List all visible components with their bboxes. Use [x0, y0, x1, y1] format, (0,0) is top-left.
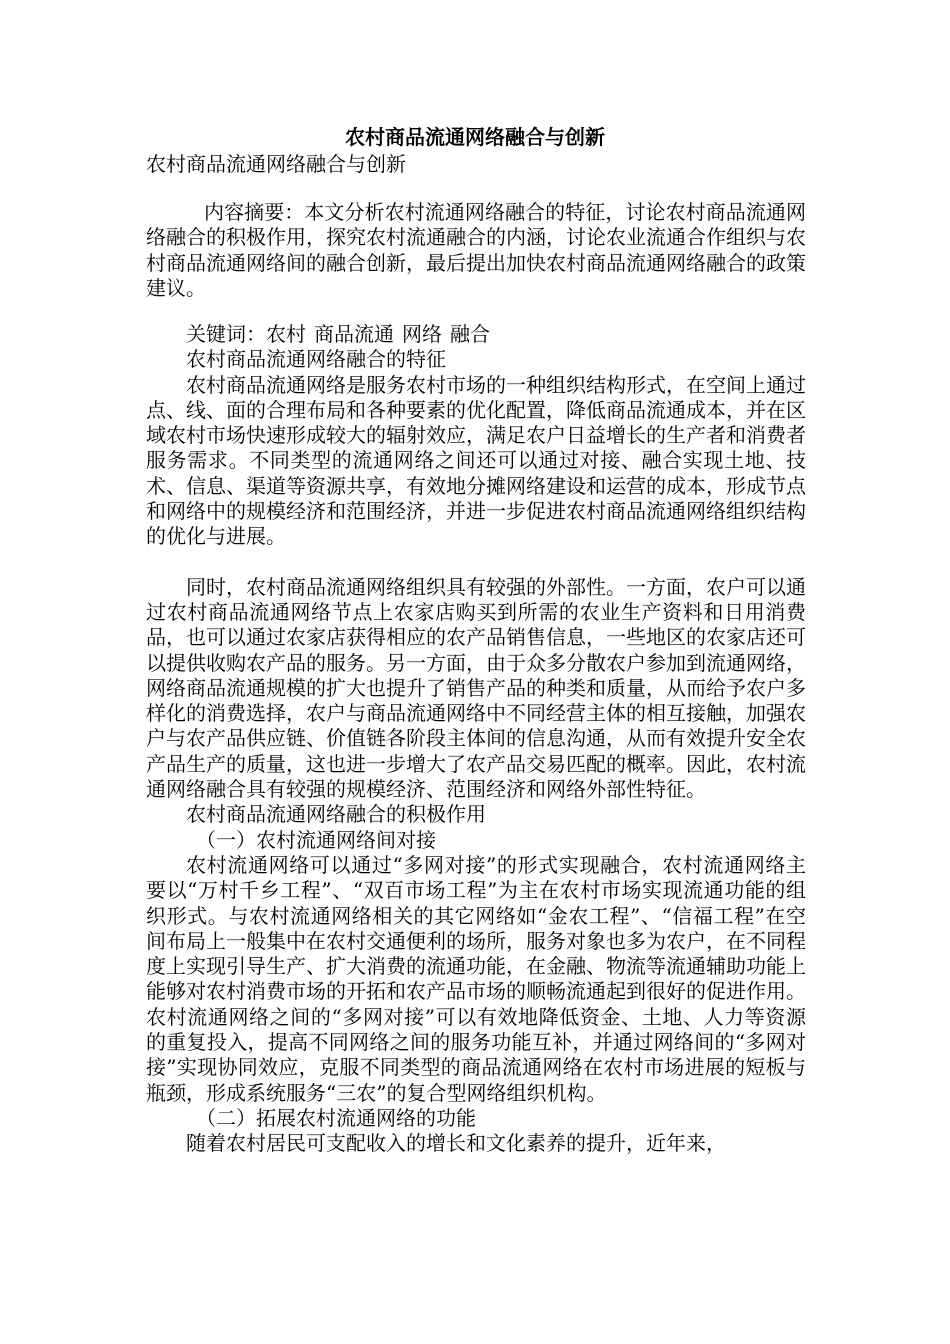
subsection-heading: （一）农村流通网络间对接 [196, 827, 436, 852]
body-block [146, 322, 806, 1157]
subsection-heading: （二）拓展农村流通网络的功能 [196, 1105, 476, 1130]
keyword: 农村 [266, 322, 306, 346]
keyword: 商品流通 [314, 322, 394, 346]
abstract-block [146, 200, 806, 301]
body-paragraph: 农村商品流通网络是服务农村市场的一种组织结构形式，在空间上通过点、线、面的合理布局和各种要素的优化配置，降低商品流通成本，并在区域农村市场快速形成较大的辐射效应，满足农户日益增长的生产者和消费者服务需求。不同类型的流通网络之间还可以通过对接、融合实现土地、技术、信息、渠道等资源共享，有效地分摊网络建设和运营的成本，形成节点和网络中的规模经济和范围经济，并进一步促进农村商品流通网络组织结构的优化与进展。 [146, 372, 806, 549]
document-title: 农村商品流通网络融合与创新 [345, 125, 605, 149]
document-subtitle: 农村商品流通网络融合与创新 [146, 152, 406, 176]
body-paragraph: 同时，农村商品流通网络组织具有较强的外部性。一方面，农户可以通过农村商品流通网络节点上农家店购买到所需的农业生产资料和日用消费品，也可以通过农家店获得相应的农产品销售信息，一些地区的农家店还可以提供收购农产品的服务。另一方面，由于众多分散农户参加到流通网络，网络商品流通规模的扩大也提升了销售产品的种类和质量，从而给予农户多样化的消费选择，农户与商品流通网络中不同经营主体的相互接触，加强农户与农产品供应链、价值链各阶段主体间的信息沟通，从而有效提升安全农产品生产的质量，这也进一步增大了农产品交易匹配的概率。因此，农村流通网络融合具有较强的规模经济、范围经济和网络外部性特征。 [146, 574, 806, 802]
section-heading: 农村商品流通网络融合的特征 [186, 347, 446, 372]
abstract-paragraph: 内容摘要：本文分析农村流通网络融合的特征，讨论农村商品流通网络融合的积极作用，探究农村流通融合的内涵，讨论农业流通合作组织与农村商品流通网络间的融合创新，最后提出加快农村商品流通网络融合的政策建议。 [146, 200, 806, 300]
keywords-label: 关键词： [186, 322, 266, 346]
keywords-line [146, 322, 806, 347]
keyword: 融合 [450, 322, 490, 346]
body-paragraph: 农村流通网络可以通过“多网对接”的形式实现融合，农村流通网络主要以“万村千乡工程”、“双百市场工程”为主在农村市场实现流通功能的组织形式。与农村流通网络相关的其它网络如“金农工程”、“信福工程”在空间布局上一般集中在农村交通便利的场所，服务对象也多为农户，在不同程度上实现引导生产、扩大消费的流通功能，在金融、物流等流通辅助功能上能够对农村消费市场的开拓和农产品市场的顺畅流通起到很好的促进作用。农村流通网络之间的“多网对接”可以有效地降低资金、土地、人力等资源的重复投入，提高不同网络之间的服务功能互补，并通过网络间的“多网对接”实现协同效应，克服不同类型的商品流通网络在农村市场进展的短板与瓶颈，形成系统服务“三农”的复合型网络组织机构。 [146, 852, 806, 1105]
body-paragraph: 随着农村居民可支配收入的增长和文化素养的提升，近年来， [186, 1131, 726, 1156]
keyword: 网络 [402, 322, 442, 346]
section-heading: 农村商品流通网络融合的积极作用 [186, 802, 486, 827]
